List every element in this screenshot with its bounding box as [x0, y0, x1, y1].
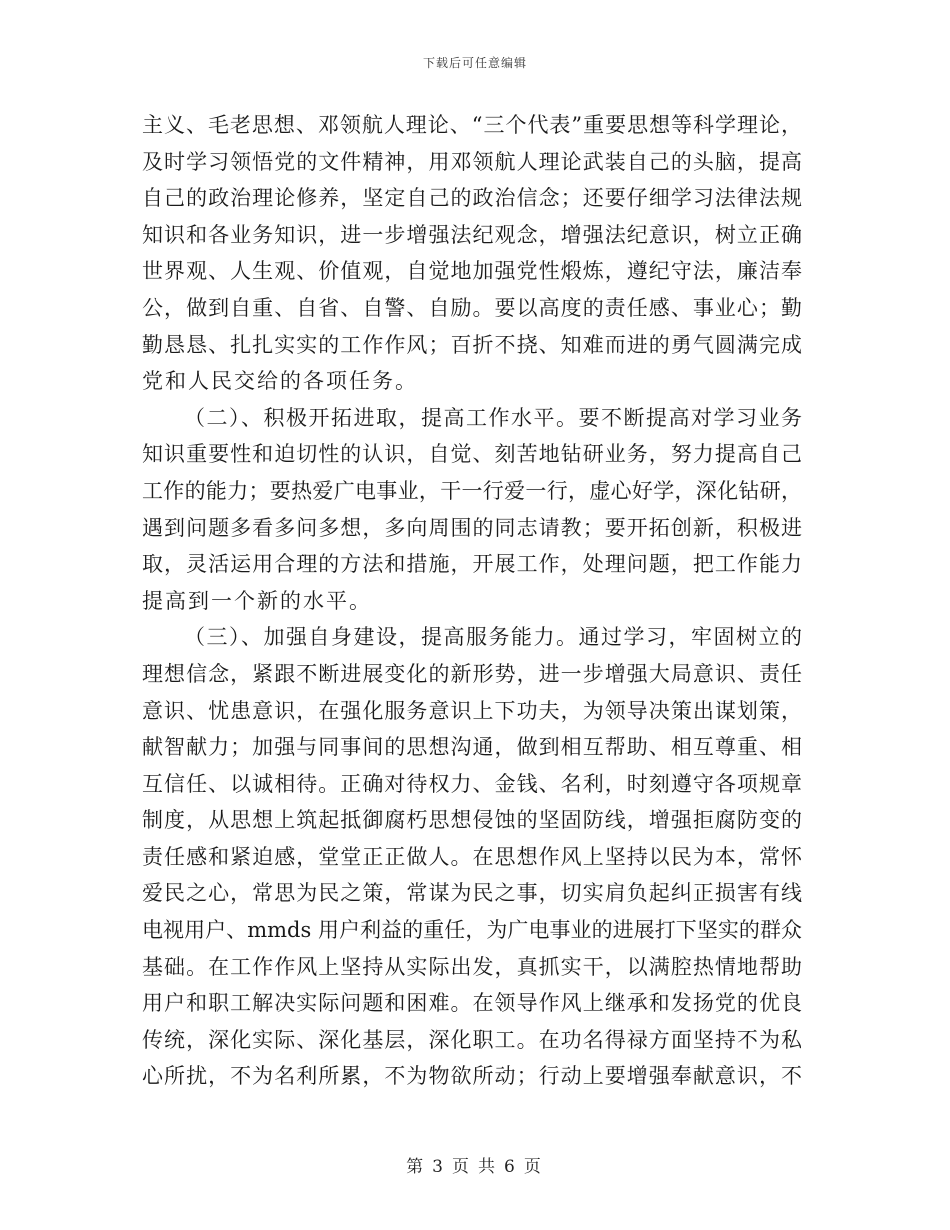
text-line: 基础。在工作作风上坚持从实际出发，真抓实干，以满腔热情地帮助	[142, 954, 802, 979]
text-line: 理想信念，紧跟不断进展变化的新形势，进一步增强大局意识、责任	[142, 661, 802, 686]
text-line: 互信任、以诚相待。正确对待权力、金钱、名利，时刻遵守各项规章	[142, 771, 802, 796]
text-line: 提高到一个新的水平。	[142, 588, 372, 613]
footer-current-page: 3	[432, 1157, 446, 1177]
text-line: 及时学习领悟党的文件精神，用邓领航人理论武装自己的头脑，提高	[142, 149, 802, 174]
text-line: 意识、忧患意识，在强化服务意识上下功夫，为领导决策出谋划策，	[142, 698, 802, 723]
text-line: （二）、积极开拓进取，提高工作水平。要不断提高对学习业务	[184, 405, 802, 430]
text-line: 爱民之心，常思为民之策，常谋为民之事，切实肩负起纠正损害有线	[142, 881, 802, 906]
text-line: 知识和各业务知识，进一步增强法纪观念，增强法纪意识，树立正确	[142, 222, 802, 247]
text-line: 知识重要性和迫切性的认识，自觉、刻苦地钻研业务，努力提高自己	[142, 442, 802, 467]
text-line: 主义、毛老思想、邓领航人理论、“三个代表”重要思想等科学理论，	[142, 113, 802, 137]
text-line: 制度，从思想上筑起抵御腐朽思想侵蚀的坚固防线，增强拒腐防变的	[142, 808, 802, 833]
text-line: 传统，深化实际、深化基层，深化职工。在功名得禄方面坚持不为私	[142, 1027, 802, 1052]
text-line: 心所扰，不为名利所累，不为物欲所动；行动上要增强奉献意识，不	[142, 1064, 802, 1089]
text-line: 献智献力；加强与同事间的思想沟通，做到相互帮助、相互尊重、相	[142, 735, 802, 760]
footer-page-word: 页	[452, 1157, 472, 1177]
text-line: 自己的政治理论修养，坚定自己的政治信念；还要仔细学习法律法规	[142, 186, 802, 211]
text-line: 责任感和紧迫感，堂堂正正做人。在思想作风上坚持以民为本，常怀	[142, 844, 802, 869]
text-line: 取，灵活运用合理的方法和措施，开展工作，处理问题，把工作能力	[142, 552, 802, 577]
footer-total-word: 共	[478, 1157, 498, 1177]
footer-total-pages: 6	[504, 1157, 518, 1177]
text-line: 遇到问题多看多问多想，多向周围的同志请教；要开拓创新，积极进	[142, 515, 802, 540]
page-footer	[0, 1152, 950, 1177]
text-line: 工作的能力；要热爱广电事业，干一行爱一行，虚心好学，深化钻研，	[142, 478, 802, 503]
document-body	[142, 107, 802, 1095]
text-line: 电视用户、mmds 用户利益的重任，为广电事业的进展打下坚实的群众	[142, 918, 802, 943]
footer-suffix: 页	[523, 1157, 544, 1177]
page-header: 下载后可任意编辑	[422, 56, 527, 70]
text-line: 党和人民交给的各项任务。	[142, 369, 418, 394]
footer-prefix: 第	[406, 1157, 427, 1177]
text-line: 世界观、人生观、价值观，自觉地加强党性煅炼，遵纪守法，廉洁奉	[142, 259, 802, 284]
text-line: 用户和职工解决实际问题和困难。在领导作风上继承和发扬党的优良	[142, 991, 802, 1016]
text-line: 勤恳恳、扎扎实实的工作作风；百折不挠、知难而进的勇气圆满完成	[142, 332, 802, 357]
text-line: 公，做到自重、自省、自警、自励。要以高度的责任感、事业心；勤	[142, 295, 802, 320]
text-line: （三）、加强自身建设，提高服务能力。通过学习，牢固树立的	[184, 625, 802, 650]
